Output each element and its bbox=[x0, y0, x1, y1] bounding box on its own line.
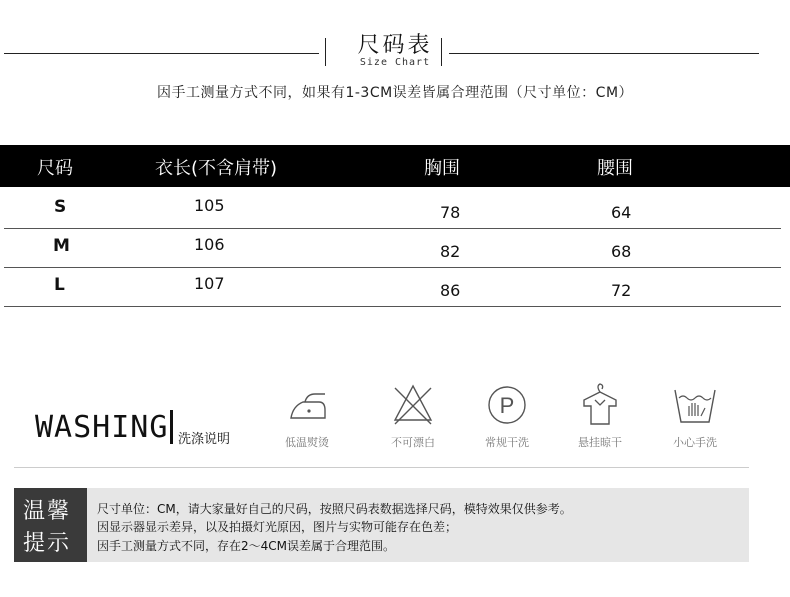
page-title: 尺码表 bbox=[357, 33, 433, 58]
tips-label-line1: 温馨 bbox=[23, 499, 72, 524]
cell-length: 105 bbox=[194, 196, 225, 215]
header-size: 尺码 bbox=[37, 158, 73, 179]
wash-label: 不可漂白 bbox=[391, 436, 435, 449]
page-subtitle: Size Chart bbox=[359, 57, 431, 68]
hand-wash-icon bbox=[673, 382, 717, 426]
wash-label: 悬挂晾干 bbox=[578, 436, 622, 449]
cell-length: 107 bbox=[194, 274, 225, 293]
tips-label-line2: 提示 bbox=[23, 531, 72, 556]
tip-line: 尺寸单位：CM，请大家量好自己的尺码，按照尺码表数据选择尺码，模特效果仅供参考。 bbox=[97, 502, 572, 516]
header-length: 衣长(不含肩带) bbox=[155, 158, 278, 179]
table-row bbox=[0, 189, 790, 228]
cell-bust: 86 bbox=[440, 281, 461, 300]
header-waist: 腰围 bbox=[597, 158, 633, 179]
cell-length: 106 bbox=[194, 235, 225, 254]
cell-waist: 72 bbox=[611, 281, 632, 300]
tip-line: 因显示器显示差异，以及拍摄灯光原因，图片与实物可能存在色差； bbox=[97, 520, 458, 534]
dry-clean-letter: P bbox=[499, 393, 515, 418]
wash-label: 常规干洗 bbox=[485, 436, 529, 449]
row-divider bbox=[4, 306, 781, 307]
wash-item-iron bbox=[267, 382, 347, 452]
section-divider bbox=[14, 467, 749, 468]
measurement-note: 因手工测量方式不同，如果有1-3CM误差皆属合理范围（尺寸单位：CM） bbox=[156, 85, 634, 101]
wash-item-dry-clean bbox=[467, 382, 547, 452]
table-row bbox=[0, 268, 790, 307]
cell-size: L bbox=[54, 275, 65, 295]
tips-label bbox=[14, 488, 87, 562]
header-bust: 胸围 bbox=[424, 158, 460, 179]
cell-bust: 78 bbox=[440, 203, 461, 222]
wash-item-hand-wash bbox=[655, 382, 735, 452]
cell-size: S bbox=[54, 197, 67, 217]
wash-label: 小心手洗 bbox=[673, 436, 717, 449]
cell-waist: 68 bbox=[611, 242, 632, 261]
hang-dry-icon bbox=[578, 382, 622, 426]
cell-bust: 82 bbox=[440, 242, 461, 261]
wash-item-no-bleach bbox=[373, 382, 453, 452]
tip-line: 因手工测量方式不同，存在2～4CM误差属于合理范围。 bbox=[97, 539, 396, 553]
iron-low-heat-icon bbox=[285, 382, 329, 426]
wash-label: 低温熨烫 bbox=[285, 436, 329, 449]
no-bleach-icon bbox=[391, 382, 435, 426]
wash-item-hang-dry bbox=[560, 382, 640, 452]
washing-subtitle: 洗涤说明 bbox=[178, 432, 231, 447]
dry-clean-icon bbox=[485, 382, 529, 426]
table-row bbox=[0, 229, 790, 268]
washing-divider bbox=[170, 410, 173, 444]
cell-waist: 64 bbox=[611, 203, 632, 222]
washing-title: WASHING bbox=[35, 410, 169, 445]
cell-size: M bbox=[53, 236, 70, 256]
table-header bbox=[0, 145, 790, 187]
